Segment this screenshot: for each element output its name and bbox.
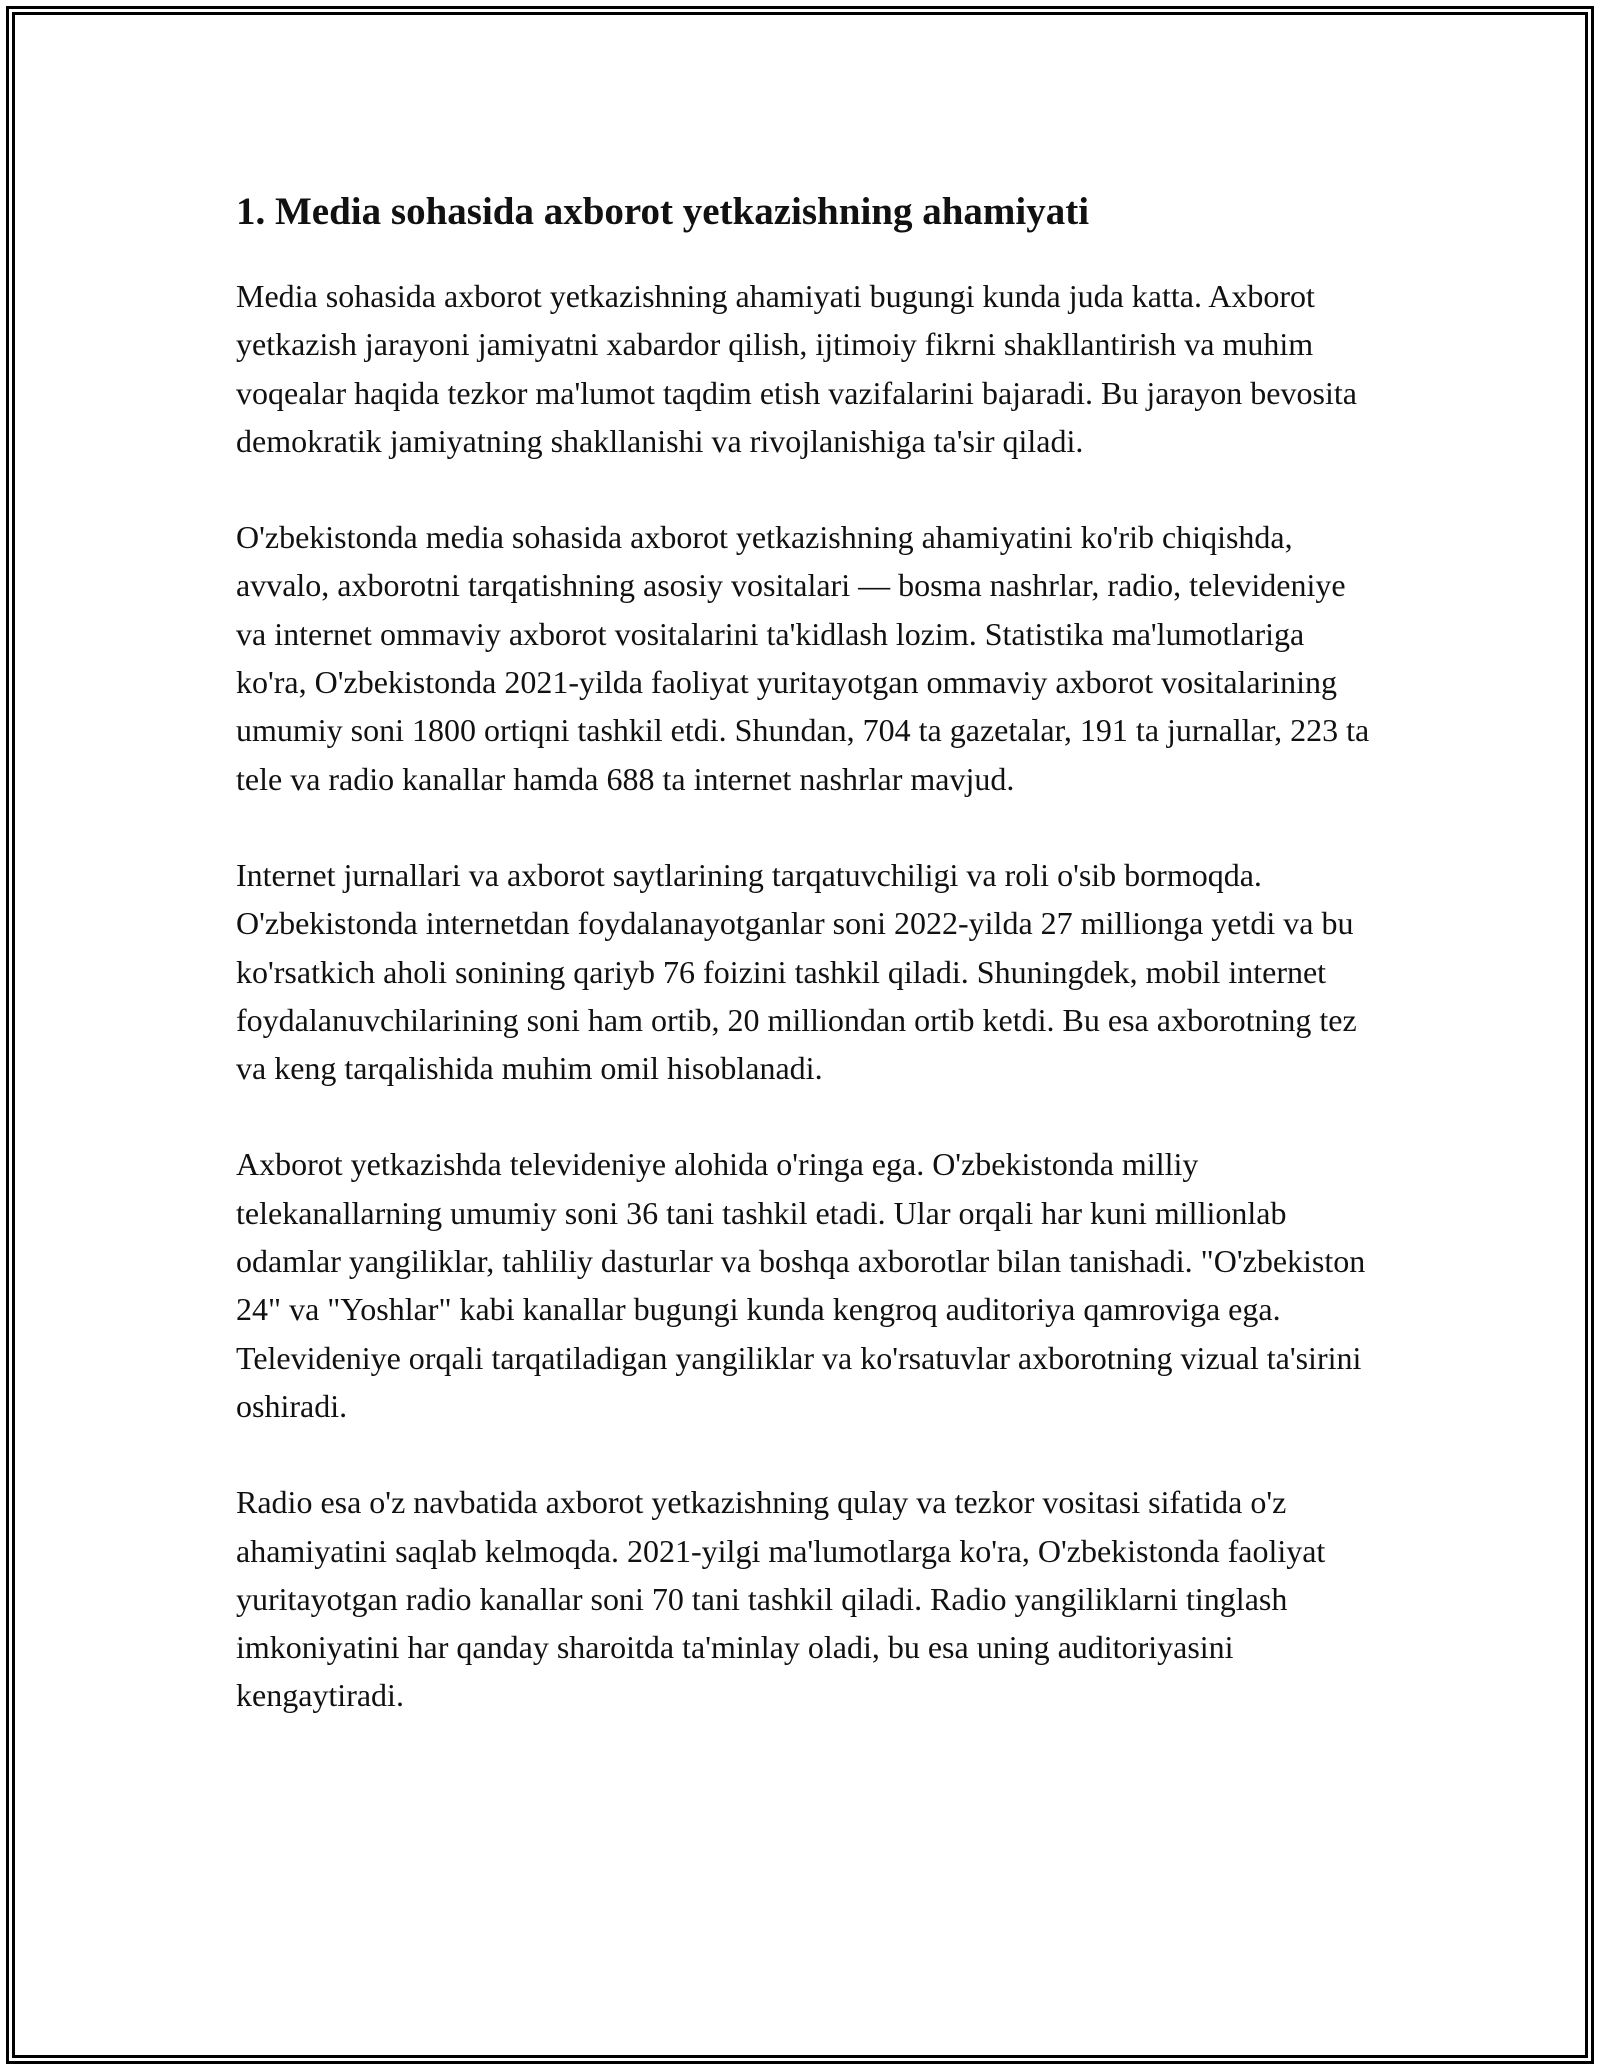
paragraph-radio: Radio esa o'z navbatida axborot yetkazishning qulay va tezkor vositasi sifatida o'z ahamiyatini saqlab kelmoqda. 2021-yilgi ma'lumotlarga ko'ra, O'zbekistonda faoliyat yuritayotgan radio kanallar soni 70 tani tashkil qiladi. Radio yangiliklarni tinglash imkoniyatini har qanday sharoitda ta'minlay oladi, bu esa uning auditoriyasini kengaytiradi.	[236, 1484, 1326, 1714]
section-title: 1. Media sohasida axborot yetkazishning ahamiyati	[236, 190, 1090, 233]
paragraph-media-statistics: O'zbekistonda media sohasida axborot yetkazishning ahamiyatini ko'rib chiqishda, avvalo, axborotni tarqatishning asosiy vositalari — bosma nashrlar, radio, televideniye va internet ommaviy axborot vositalarini ta'kidlash lozim. Statistika ma'lumotlariga ko'ra, O'zbekistonda 2021-yilda faoliyat yuritayotgan ommaviy axborot vositalarining umumiy soni 1800 ortiqni tashkil etdi. Shundan, 704 ta gazetalar, 191 ta jurnallar, 223 ta tele va radio kanallar hamda 688 ta internet nashrlar mavjud.	[236, 519, 1370, 797]
paragraph-intro: Media sohasida axborot yetkazishning ahamiyati bugungi kunda juda katta. Axborot yetkazish jarayoni jamiyatni xabardor qilish, ijtimoiy fikrni shakllantirish va muhim voqealar haqida tezkor ma'lumot taqdim etish vazifalarini bajaradi. Bu jarayon bevosita demokratik jamiyatning shakllanishi va rivojlanishiga ta'sir qiladi.	[236, 278, 1357, 459]
paragraph-internet: Internet jurnallari va axborot saytlarining tarqatuvchiligi va roli o'sib bormoqda. O'zbekistonda internetdan foydalanayotganlar soni 2022-yilda 27 millionga yetdi va bu ko'rsatkich aholi sonining qariyb 76 foizini tashkil qiladi. Shuningdek, mobil internet foydalanuvchilarining soni ham ortib, 20 milliondan ortib ketdi. Bu esa axborotning tez va keng tarqalishida muhim omil hisoblanadi.	[236, 856, 1357, 1087]
paragraph-television: Axborot yetkazishda televideniye alohida o'ringa ega. O'zbekistonda milliy telekanallarning umumiy soni 36 tani tashkil etadi. Ular orqali har kuni millionlab odamlar yangiliklar, tahliliy dasturlar va boshqa axborotlar bilan tanishadi. "O'zbekiston 24" va "Yoshlar" kabi kanallar bugungi kunda kengroq auditoriya qamroviga ega. Televideniye orqali tarqatiladigan yangiliklar va ko'rsatuvlar axborotning vizual ta'sirini oshiradi.	[236, 1146, 1366, 1424]
document-body	[236, 186, 1376, 1768]
